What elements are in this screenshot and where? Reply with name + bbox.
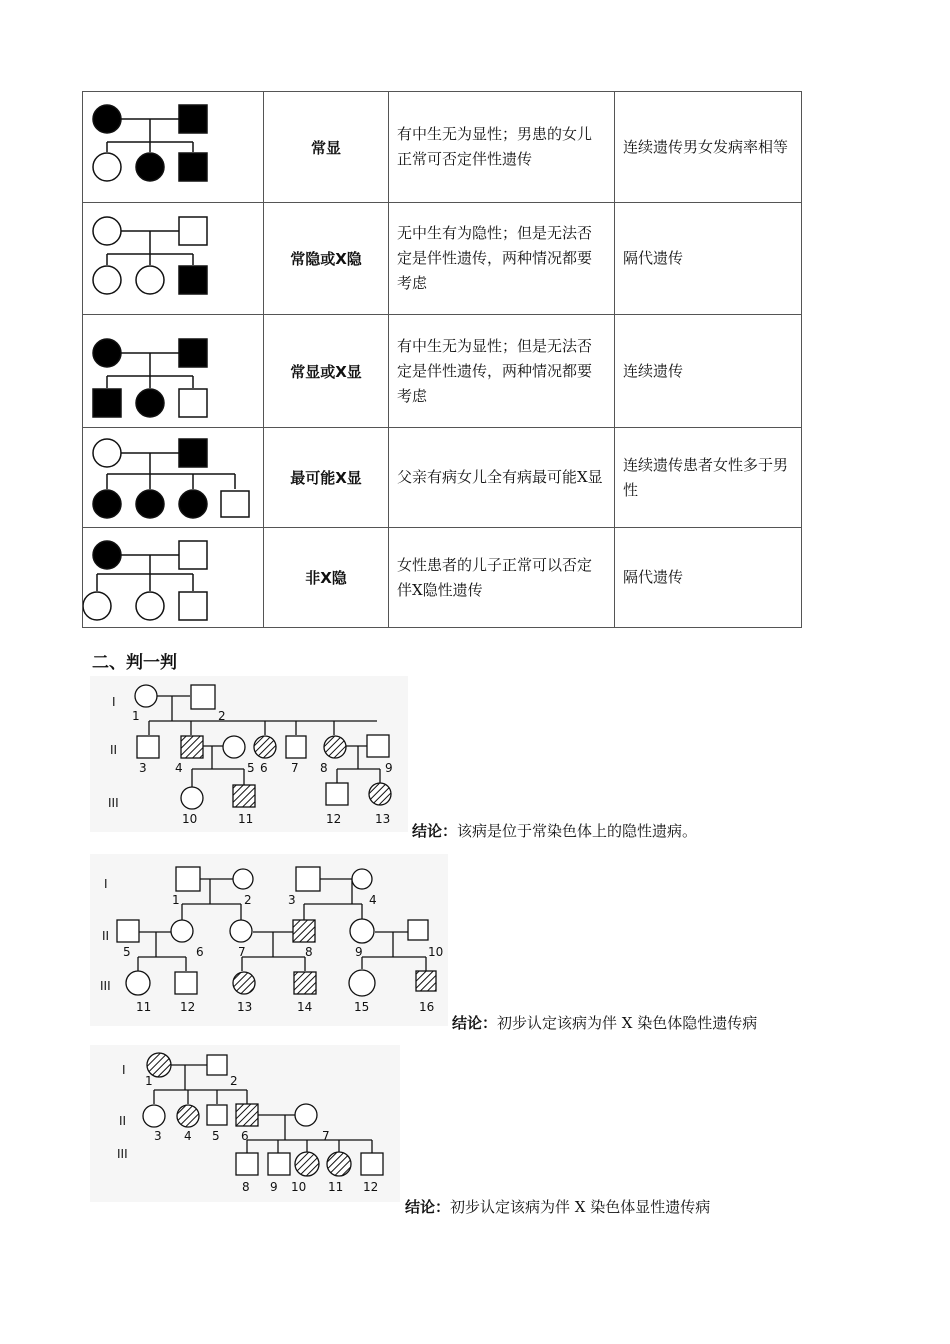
pedigree-type-table (82, 91, 802, 628)
individual-number: 1 (172, 893, 180, 907)
conclusion-1 (412, 820, 697, 841)
individual-number: 11 (328, 1180, 344, 1194)
individual-number: 11 (136, 1000, 152, 1014)
pedigree-figure-2 (90, 854, 448, 1026)
description-cell: 父亲有病女儿全有病最可能X显 (389, 428, 615, 528)
conclusion-label: 结论： (405, 1198, 451, 1216)
individual-number: 15 (354, 1000, 370, 1014)
pedigree-diagram-4 (83, 428, 263, 527)
pedigree-figure-3 (90, 1045, 400, 1202)
gen-label-I: I (104, 877, 108, 891)
individual-number: 2 (230, 1074, 238, 1088)
individual-number: 12 (180, 1000, 196, 1014)
conclusion-text: 该病是位于常染色体上的隐性遗病。 (457, 822, 698, 840)
feature-cell: 连续遗传 (615, 315, 802, 428)
individual-number: 10 (291, 1180, 307, 1194)
individual-number: 5 (212, 1129, 220, 1143)
gen-label-II: II (119, 1114, 127, 1128)
feature-cell: 连续遗传男女发病率相等 (615, 92, 802, 203)
description-cell: 有中生无为显性；但是无法否定是伴性遗传，两种情况都要考虑 (389, 315, 615, 428)
individual-number: 9 (270, 1180, 278, 1194)
individual-number: 9 (355, 945, 363, 959)
pedigree-chart-2 (90, 854, 448, 1026)
individual-number: 13 (375, 812, 391, 826)
individual-number: 4 (369, 893, 377, 907)
description-cell: 有中生无为显性；男患的女儿正常可否定伴性遗传 (389, 92, 615, 203)
conclusion-label: 结论： (452, 1014, 498, 1032)
gen-label-III: III (100, 979, 111, 993)
individual-number: 7 (291, 761, 299, 775)
individual-number: 2 (218, 709, 226, 723)
conclusion-2 (452, 1012, 757, 1033)
type-cell: 常隐或X隐 (264, 203, 389, 315)
pedigree-chart-1 (90, 676, 408, 832)
description-cell: 女性患者的儿子正常可以否定伴X隐性遗传 (389, 528, 615, 628)
description-cell: 无中生有为隐性；但是无法否定是伴性遗传，两种情况都要考虑 (389, 203, 615, 315)
individual-number: 2 (244, 893, 252, 907)
type-cell: 最可能X显 (264, 428, 389, 528)
type-cell: 常显或X显 (264, 315, 389, 428)
feature-cell: 连续遗传患者女性多于男性 (615, 428, 802, 528)
pedigree-cell-3 (83, 315, 264, 428)
individual-number: 14 (297, 1000, 313, 1014)
pedigree-diagram-1 (83, 92, 263, 202)
individual-number: 3 (139, 761, 147, 775)
individual-number: 8 (242, 1180, 250, 1194)
gen-label-III: III (108, 796, 119, 810)
pedigree-cell-4 (83, 428, 264, 528)
individual-number: 10 (182, 812, 198, 826)
gen-label-II: II (102, 929, 110, 943)
individual-number: 11 (238, 812, 254, 826)
individual-number: 7 (238, 945, 246, 959)
individual-number: 6 (260, 761, 268, 775)
pedigree-cell-5 (83, 528, 264, 628)
conclusion-label: 结论： (412, 822, 458, 840)
feature-cell: 隔代遗传 (615, 528, 802, 628)
individual-number: 9 (385, 761, 393, 775)
pedigree-diagram-5 (83, 528, 263, 627)
individual-number: 5 (123, 945, 131, 959)
pedigree-cell-2 (83, 203, 264, 315)
section-title: 二、判一判 (92, 653, 177, 673)
conclusion-text: 初步认定该病为伴 X 染色体隐性遗传病 (497, 1014, 758, 1032)
individual-number: 10 (428, 945, 444, 959)
gen-label-I: I (122, 1063, 126, 1077)
individual-number: 1 (132, 709, 140, 723)
individual-number: 4 (184, 1129, 192, 1143)
type-cell: 常显 (264, 92, 389, 203)
conclusion-3 (405, 1196, 710, 1217)
individual-number: 8 (320, 761, 328, 775)
pedigree-chart-3 (90, 1045, 400, 1202)
individual-number: 3 (154, 1129, 162, 1143)
pedigree-diagram-2 (83, 203, 263, 314)
gen-label-II: II (110, 743, 118, 757)
individual-number: 1 (145, 1074, 153, 1088)
individual-number: 13 (237, 1000, 253, 1014)
individual-number: 16 (419, 1000, 435, 1014)
individual-number: 12 (326, 812, 342, 826)
type-cell: 非X隐 (264, 528, 389, 628)
individual-number: 12 (363, 1180, 379, 1194)
gen-label-I: I (112, 695, 116, 709)
individual-number: 5 (247, 761, 255, 775)
pedigree-cell-1 (83, 92, 264, 203)
feature-cell: 隔代遗传 (615, 203, 802, 315)
individual-number: 8 (305, 945, 313, 959)
gen-label-III: III (117, 1147, 128, 1161)
pedigree-figure-1 (90, 676, 408, 832)
conclusion-text: 初步认定该病为伴 X 染色体显性遗传病 (450, 1198, 711, 1216)
individual-number: 6 (241, 1129, 249, 1143)
individual-number: 6 (196, 945, 204, 959)
pedigree-diagram-3 (83, 315, 263, 427)
individual-number: 3 (288, 893, 296, 907)
individual-number: 7 (322, 1129, 330, 1143)
individual-number: 4 (175, 761, 183, 775)
